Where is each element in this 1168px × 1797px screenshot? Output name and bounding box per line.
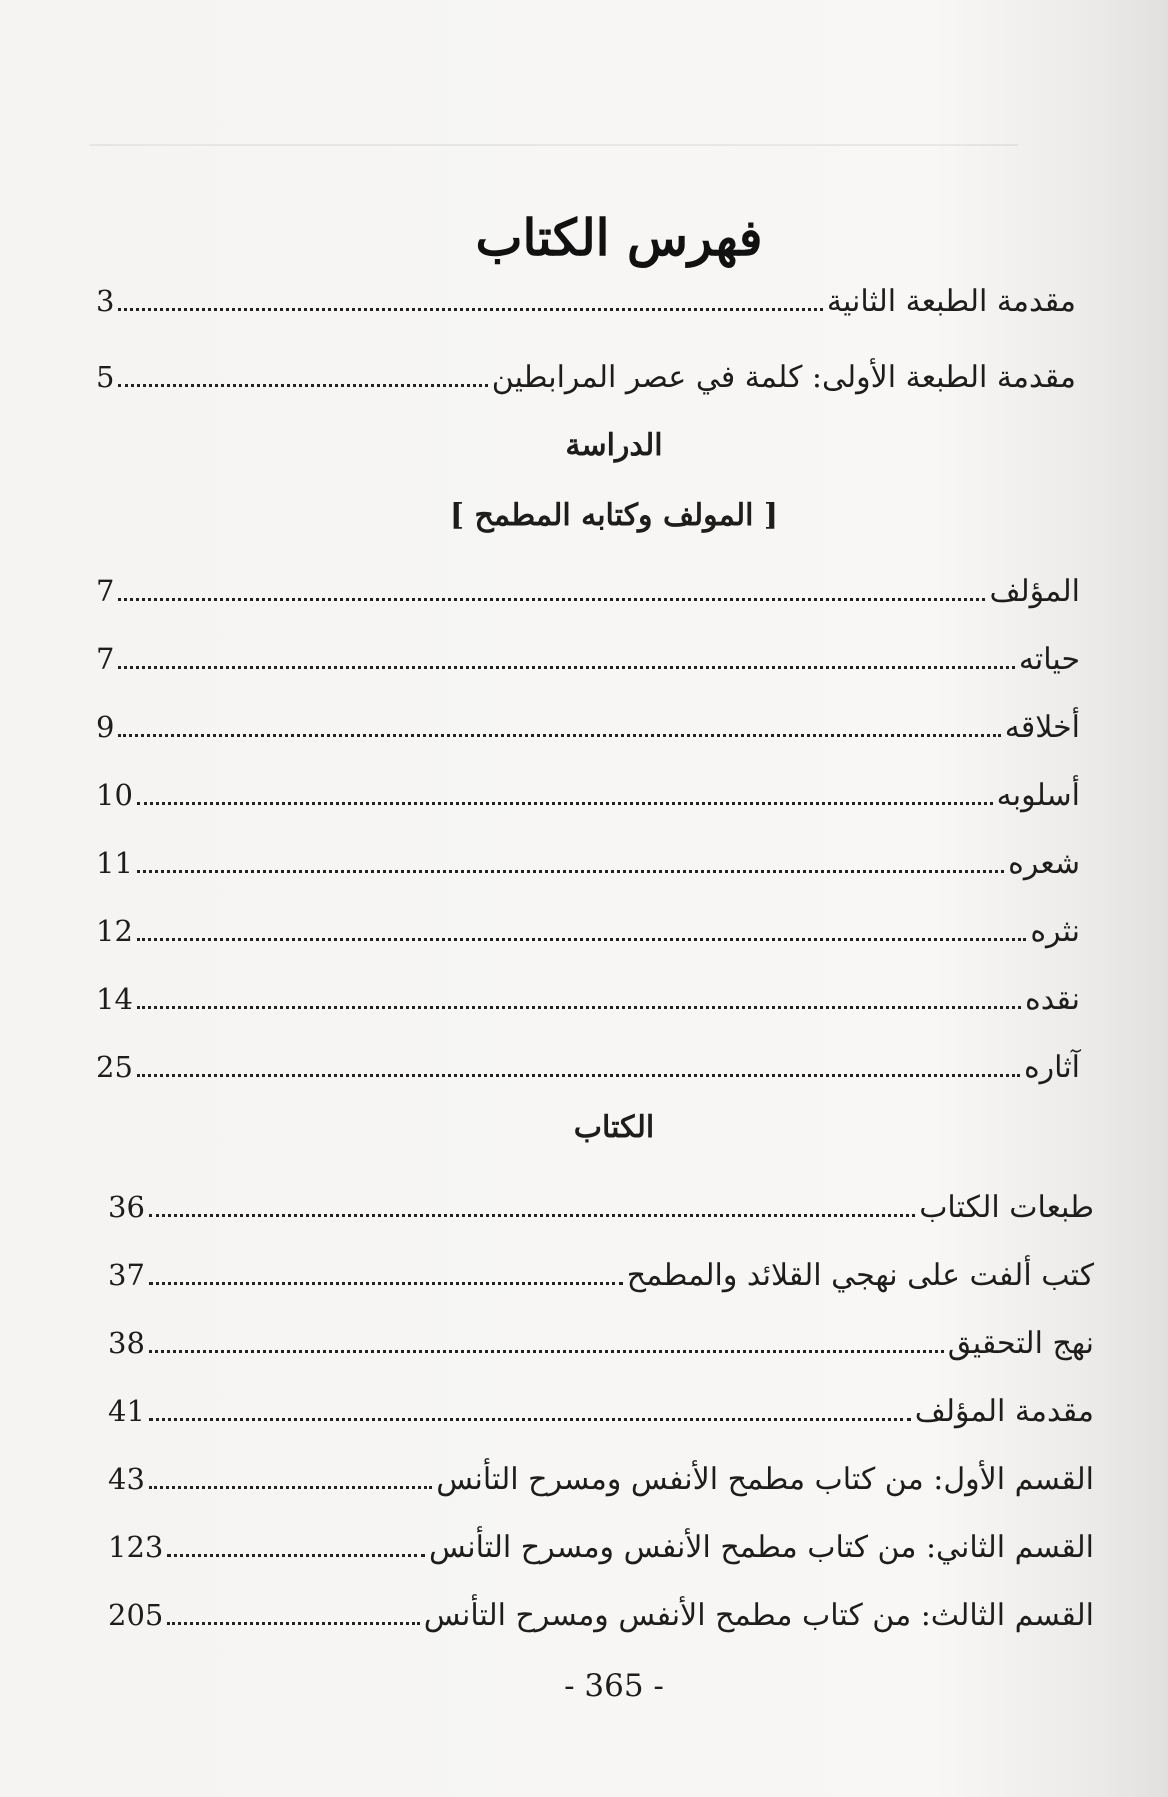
show-through-header [90, 84, 1018, 146]
dot-leader [149, 1458, 432, 1489]
toc-entry-page: 25 [96, 1050, 133, 1084]
dot-leader [149, 1390, 911, 1421]
toc-entry-label: نقده [1025, 982, 1080, 1017]
toc-entry-label: مقدمة المؤلف [914, 1394, 1094, 1429]
toc-entry [96, 280, 1076, 322]
toc-entry-page: 10 [96, 778, 133, 812]
toc-entry-page: 14 [96, 982, 133, 1016]
toc-entry-page: 41 [108, 1394, 145, 1428]
toc-entry-page: 7 [96, 642, 115, 676]
dot-leader [149, 1322, 944, 1353]
dot-leader [118, 706, 1000, 737]
toc-entry [108, 1254, 1094, 1296]
toc-entry [96, 910, 1080, 952]
toc-entry-label: شعره [1008, 846, 1080, 881]
toc-entry-page: 123 [108, 1530, 164, 1564]
toc-entry-label: القسم الأول: من كتاب مطمح الأنفس ومسرح التأنس [436, 1462, 1094, 1497]
toc-entry-label: القسم الثاني: من كتاب مطمح الأنفس ومسرح التأنس [429, 1530, 1094, 1565]
toc-entry-label: القسم الثالث: من كتاب مطمح الأنفس ومسرح التأنس [423, 1598, 1094, 1633]
toc-entry-page: 38 [108, 1326, 145, 1360]
dot-leader [149, 1254, 623, 1285]
toc-entry [96, 1046, 1080, 1088]
toc-entry-label: أسلوبه [996, 778, 1080, 813]
toc-entry [96, 356, 1076, 398]
toc-entry [108, 1526, 1094, 1568]
toc-entry [96, 570, 1080, 612]
dot-leader [137, 1046, 1020, 1077]
toc-entry [96, 842, 1080, 884]
toc-entry [96, 638, 1080, 680]
dot-leader [137, 774, 993, 805]
section-heading-author: [ المولف وكتابه المطمح ] [449, 498, 779, 533]
dot-leader [137, 978, 1021, 1009]
toc-entry-page: 205 [108, 1598, 164, 1632]
toc-entry [108, 1594, 1094, 1636]
toc-entry-page: 5 [96, 360, 115, 394]
toc-entry-label: أخلاقه [1004, 710, 1080, 745]
section-heading-book: الكتاب [573, 1110, 655, 1145]
dot-leader [167, 1526, 425, 1557]
toc-entry [108, 1458, 1094, 1500]
toc-entry [108, 1186, 1094, 1228]
toc-entry-page: 7 [96, 574, 115, 608]
dot-leader [137, 842, 1004, 873]
toc-entry-page: 43 [108, 1462, 145, 1496]
section-heading-study: الدراسة [565, 428, 663, 463]
toc-entry [96, 706, 1080, 748]
page-title: فهرس الكتاب [475, 208, 763, 267]
dot-leader [149, 1186, 915, 1217]
dot-leader [118, 638, 1014, 669]
toc-entry-label: مقدمة الطبعة الأولى: كلمة في عصر المرابطين [491, 360, 1076, 395]
toc-entry-label: كتب ألفت على نهجي القلائد والمطمح [626, 1258, 1094, 1293]
toc-entry-label: طبعات الكتاب [919, 1190, 1094, 1225]
toc-entry-label: مقدمة الطبعة الثانية [826, 284, 1076, 319]
page-number: - 365 - [564, 1668, 664, 1704]
toc-entry-label: آثاره [1023, 1050, 1080, 1085]
toc-entry-page: 3 [96, 284, 115, 318]
toc-entry-label: نهج التحقيق [947, 1326, 1094, 1361]
dot-leader [118, 280, 822, 311]
toc-entry [96, 774, 1080, 816]
toc-entry-page: 36 [108, 1190, 145, 1224]
toc-entry-page: 9 [96, 710, 115, 744]
toc-entry-page: 37 [108, 1258, 145, 1292]
dot-leader [118, 570, 985, 601]
toc-entry [108, 1322, 1094, 1364]
toc-entry-page: 11 [96, 846, 133, 880]
toc-entry [108, 1390, 1094, 1432]
toc-entry-label: حياته [1018, 642, 1080, 677]
toc-entry [96, 978, 1080, 1020]
toc-entry-page: 12 [96, 914, 133, 948]
dot-leader [118, 356, 487, 387]
dot-leader [137, 910, 1026, 941]
dot-leader [167, 1594, 419, 1625]
toc-entry-label: نثره [1030, 914, 1080, 949]
toc-entry-label: المؤلف [989, 574, 1080, 609]
